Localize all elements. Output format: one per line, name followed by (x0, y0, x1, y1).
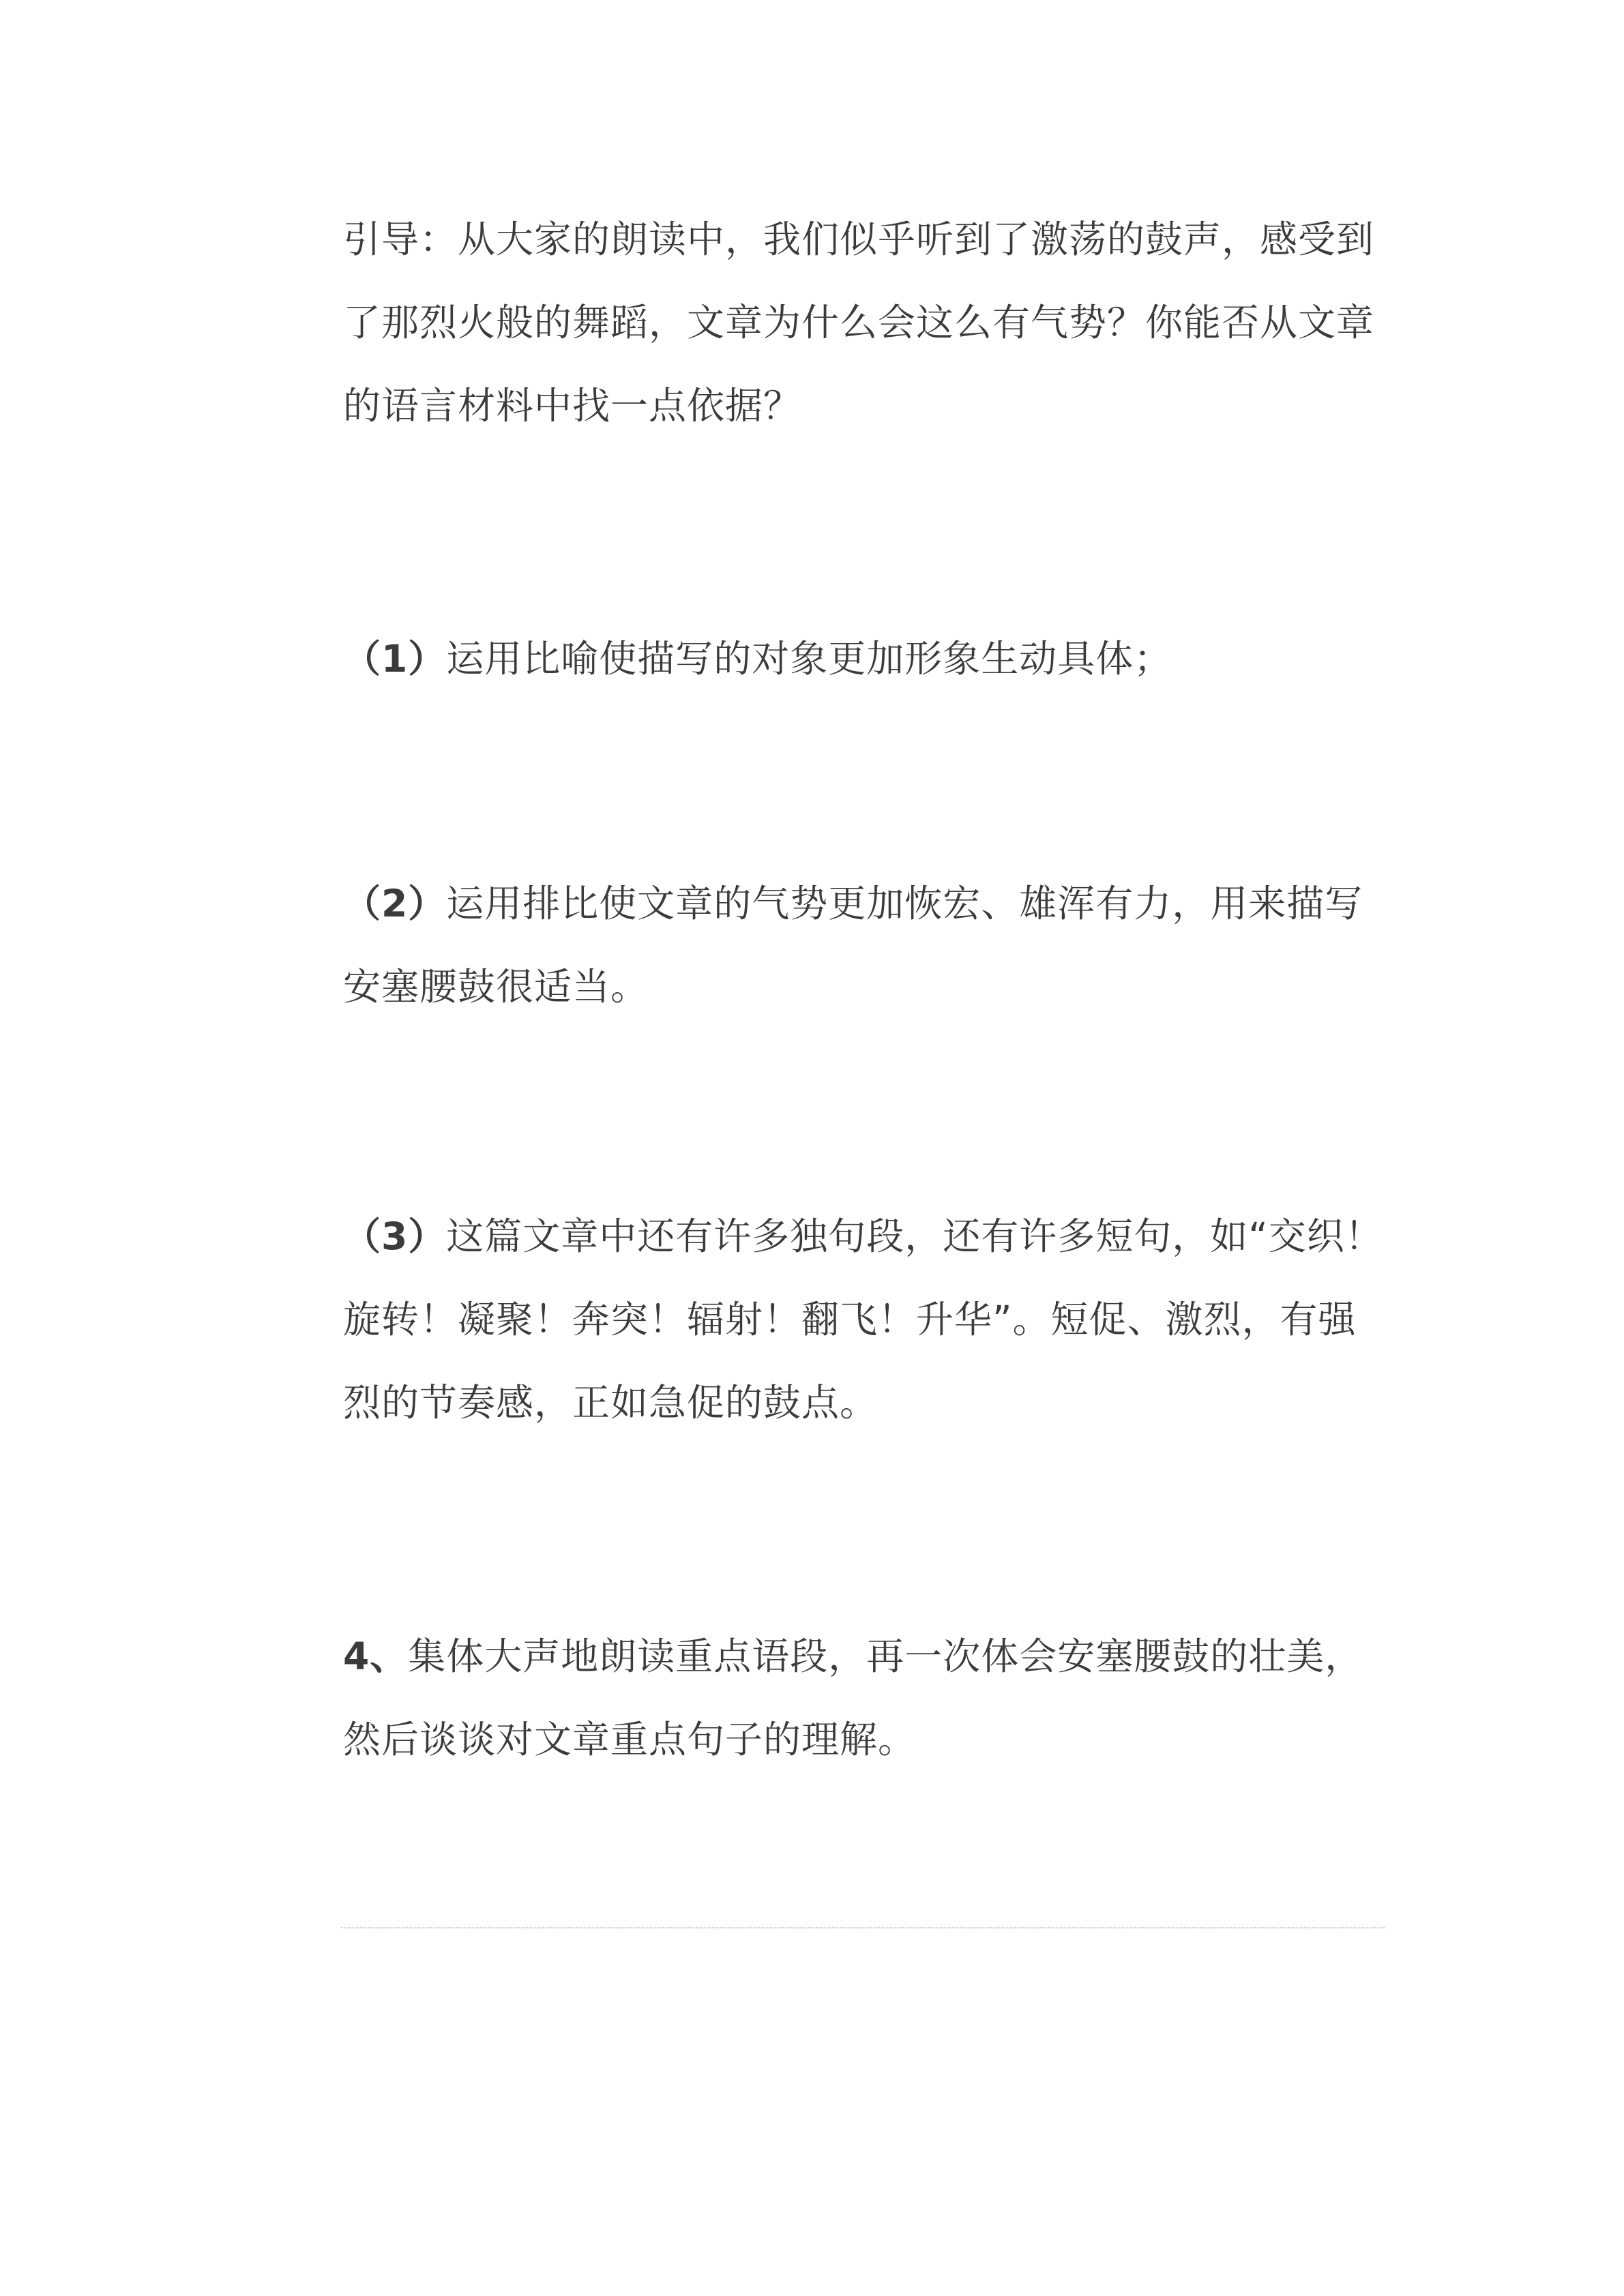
point-1-text: 运用比喻使描写的对象更加形象生动具体； (446, 637, 1172, 681)
point-2-paragraph (343, 862, 1393, 1028)
intro-text: 引导：从大家的朗读中，我们似乎听到了激荡的鼓声，感受到了那烈火般的舞蹈，文章为什么会这么有气势？你能否从文章的语言材料中找一点依据？ (343, 218, 1375, 428)
point-2-text: 运用排比使文章的气势更加恢宏、雄浑有力，用来描写安塞腰鼓很适当。 (343, 882, 1363, 1009)
point-3-text: 这篇文章中还有许多独句段，还有许多短句，如“交织！旋转！凝聚！奔突！辐射！翻飞！升华”。短促、激烈，有强烈的节奏感，正如急促的鼓点。 (343, 1214, 1383, 1425)
point-3-number: （3） (343, 1214, 447, 1258)
point-3-paragraph (343, 1195, 1393, 1444)
step-4-text: 集体大声地朗读重点语段，再一次体会安塞腰鼓的壮美，然后谈谈对文章重点句子的理解。 (343, 1635, 1363, 1761)
point-2-number: （2） (343, 882, 447, 925)
dotted-divider (341, 1927, 1385, 1928)
point-1-number: （1） (343, 637, 447, 681)
point-1-paragraph (343, 617, 1393, 700)
step-4-paragraph (343, 1615, 1393, 1781)
step-4-number: 4、 (343, 1635, 409, 1678)
intro-paragraph (343, 198, 1393, 447)
